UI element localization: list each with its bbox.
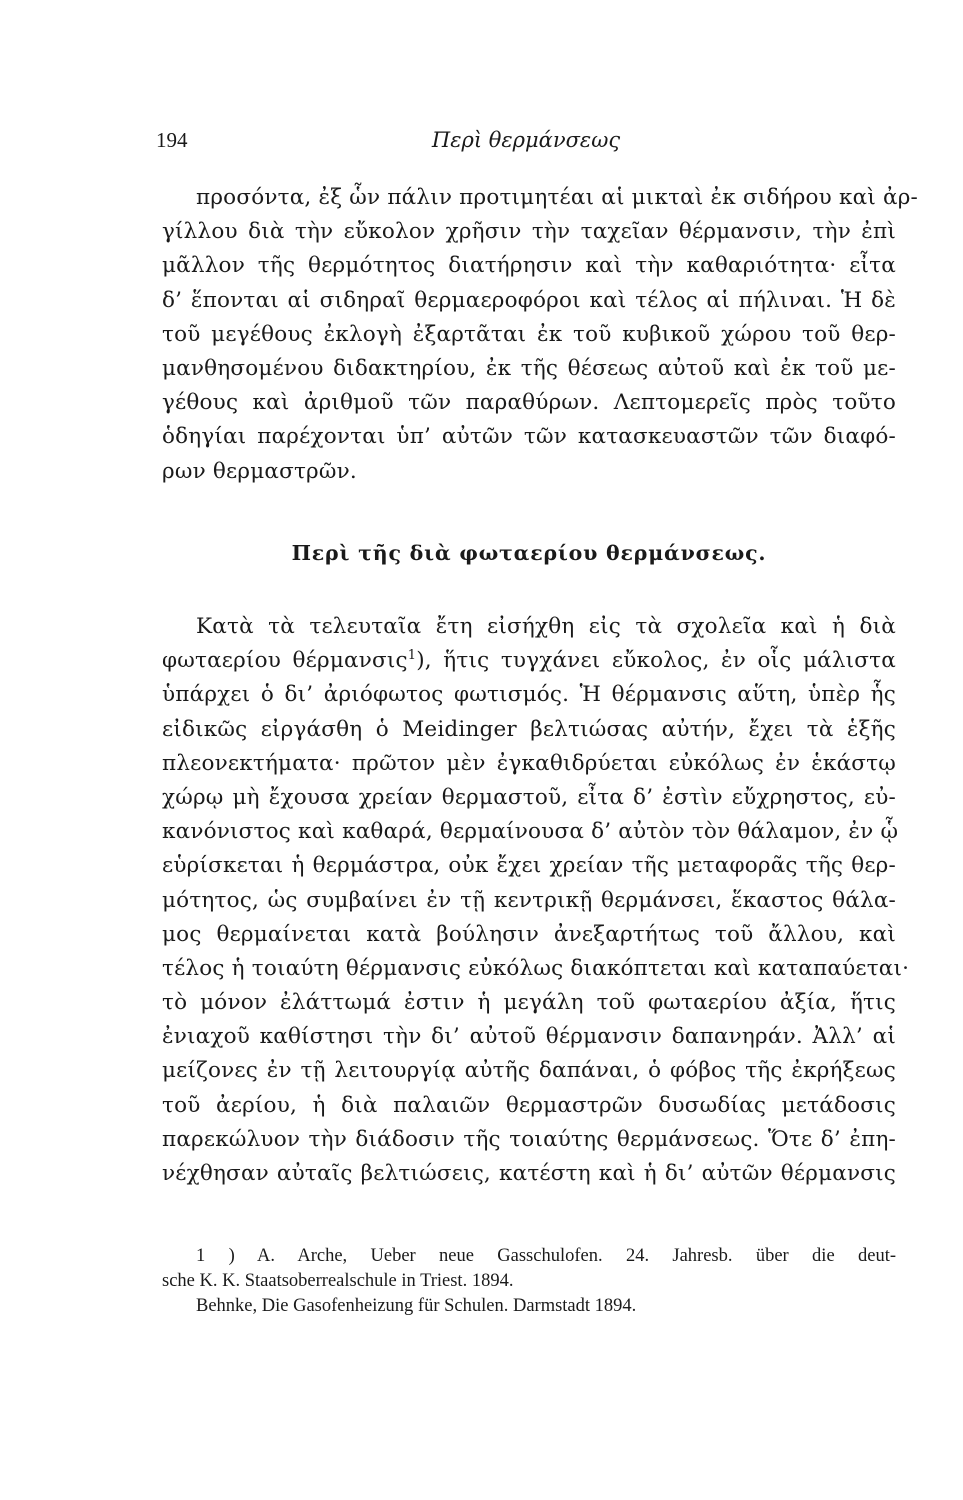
text-line: μανθησομένου διδακτηρίου, ἐκ τῆς θέσεως αὐτοῦ καὶ ἐκ τοῦ με- xyxy=(162,355,896,381)
text-line-start: φωταερίου θέρμανσις xyxy=(162,648,408,674)
paragraph-2 xyxy=(162,610,910,1191)
text-line: νέχθησαν αὐταῖς βελτιώσεις, κατέστη καὶ ἡ δι’ αὐτῶν θέρμανσις xyxy=(162,1161,896,1186)
text-line: μος θερμαίνεται κατὰ βούλησιν ἀνεξαρτήτως τοῦ ἄλλου, καὶ xyxy=(162,921,896,947)
text-line: γέθους καὶ ἀριθμοῦ τῶν παραθύρων. Λεπτομερεῖς πρὸς τοῦτο xyxy=(162,390,896,416)
text-line: γίλλου διὰ τὴν εὔκολον χρῆσιν τὴν ταχεῖαν θέρμανσιν, τὴν ἐπὶ xyxy=(162,219,896,245)
section-heading: Περὶ τῆς διὰ φωταερίου θερμάνσεως. xyxy=(291,541,767,565)
text-line: κανόνιστος καὶ καθαρά, θερμαίνουσα δ’ αὐτὸν τὸν θάλαμον, ἐν ᾧ xyxy=(162,819,899,845)
running-head: Περὶ θερμάνσεως xyxy=(431,128,621,152)
paragraph-1 xyxy=(162,181,919,489)
text-line: μᾶλλον τῆς θερμότητος διατήρησιν καὶ τὴν καθαριότητα· εἶτα xyxy=(162,253,896,279)
text-line: ὑπάρχει ὁ δι’ ἀριόφωτος φωτισμός. Ἡ θέρμανσις αὕτη, ὑπὲρ ἧς xyxy=(162,682,896,708)
text-line: μότητος, ὡς συμβαίνει ἐν τῇ κεντρικῇ θερμάνσει, ἕκαστος θάλα- xyxy=(162,887,896,913)
page-number: 194 xyxy=(156,128,188,152)
footnote-line: sche K. K. Staatsoberrealschule in Triest. 1894. xyxy=(162,1271,514,1291)
footnote-line: 1 ) A. Arche, Ueber neue Gasschulofen. 24. Jahresb. über die deut- xyxy=(196,1246,896,1266)
text-line: τὸ μόνον ἐλάττωμά ἐστιν ἡ μεγάλη τοῦ φωταερίου ἀξία, ἥτις xyxy=(162,990,896,1016)
text-line: τοῦ ἀερίου, ἡ διὰ παλαιῶν θερμαστρῶν δυσωδίας μετάδοσις xyxy=(162,1092,896,1118)
text-line: ὁδηγίαι παρέχονται ὑπ’ αὐτῶν τῶν κατασκευαστῶν τῶν διαφό- xyxy=(162,424,896,450)
text-line: ἐνιαχοῦ καθίστησι τὴν δι’ αὐτοῦ θέρμανσιν δαπανηράν. Ἀλλ’ αἱ xyxy=(162,1024,896,1050)
text-line: εἰδικῶς εἰργάσθη ὁ Meidinger βελτιώσας αὐτήν, ἔχει τὰ ἑξῆς xyxy=(162,716,896,742)
page-header xyxy=(156,128,896,158)
text-line: δ’ ἕπονται αἱ σιδηραῖ θερμαεροφόροι καὶ τέλος αἱ πήλιναι. Ἡ δὲ xyxy=(162,287,896,313)
text-line: προσόντα, ἐξ ὧν πάλιν προτιμητέαι αἱ μικταὶ ἐκ σιδήρου καὶ ἀρ- xyxy=(196,185,919,210)
text-line: παρεκώλυον τὴν διάδοσιν τῆς τοιαύτης θερμάνσεως. Ὅτε δ’ ἐπη- xyxy=(162,1126,896,1152)
text-line: χώρῳ μὴ ἔχουσα χρείαν θερμαστοῦ, εἶτα δ’ ἐστὶν εὔχρηστος, εὐ- xyxy=(162,784,896,810)
footnotes xyxy=(162,1244,896,1319)
text-line-with-footnote xyxy=(162,644,896,678)
text-line: τοῦ μεγέθους ἐκλογὴ ἐξαρτᾶται ἐκ τοῦ κυβικοῦ χώρου τοῦ θερ- xyxy=(162,321,896,347)
footnote-reference[interactable]: 1 xyxy=(407,648,417,664)
text-line: ρων θερμαστρῶν. xyxy=(162,458,357,484)
text-line: μείζονες ἐν τῇ λειτουργίᾳ αὐτῆς δαπάναι, ὁ φόβος τῆς ἐκρήξεως xyxy=(162,1058,896,1084)
footnote-line: Behnke, Die Gasofenheizung für Schulen. Darmstadt 1894. xyxy=(196,1296,637,1316)
text-line: Κατὰ τὰ τελευταῖα ἔτη εἰσήχθη εἰς τὰ σχολεῖα καὶ ἡ διὰ xyxy=(196,614,896,639)
text-line: πλεονεκτήματα· πρῶτον μὲν ἐγκαθιδρύεται εὐκόλως ἐν ἑκάστῳ xyxy=(162,750,896,776)
text-line: τέλος ἡ τοιαύτη θέρμανσις εὐκόλως διακόπτεται καὶ καταπαύεται· xyxy=(162,955,910,981)
text-line-end: ), ἥτις τυγχάνει εὔκολος, ἐν οἷς μάλιστα xyxy=(416,648,896,674)
text-line: εὑρίσκεται ἡ θερμάστρα, οὐκ ἔχει χρείαν τῆς μεταφορᾶς τῆς θερ- xyxy=(162,853,896,879)
